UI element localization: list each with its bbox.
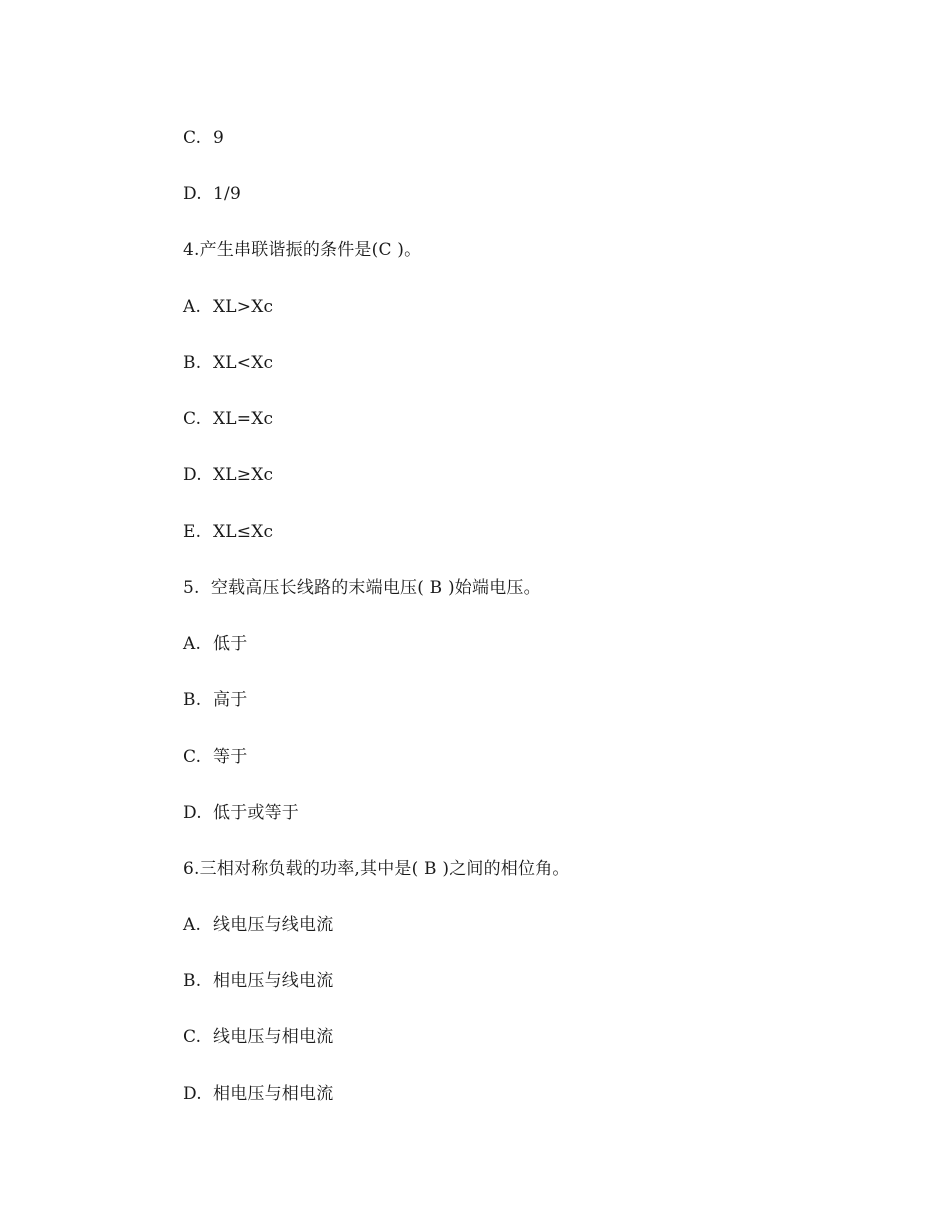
option-text: 线电压与线电流 xyxy=(213,915,334,935)
option-line xyxy=(183,688,247,712)
option-key: B. xyxy=(183,690,202,710)
option-key: D. xyxy=(183,465,202,485)
question-line xyxy=(183,238,421,262)
option-key: C. xyxy=(183,747,202,767)
option-text: 1/9 xyxy=(213,184,241,204)
option-line xyxy=(183,801,299,825)
option-text: 相电压与相电流 xyxy=(213,1084,334,1104)
option-line xyxy=(183,407,273,431)
option-line xyxy=(183,463,273,487)
option-text: XL<Xc xyxy=(213,353,274,373)
option-key: C. xyxy=(183,409,202,429)
option-text: 等于 xyxy=(213,747,248,767)
option-line xyxy=(183,745,247,769)
option-line xyxy=(183,913,333,937)
option-key: B. xyxy=(183,971,202,991)
option-line xyxy=(183,1025,333,1049)
option-key: D. xyxy=(183,803,202,823)
option-text: 线电压与相电流 xyxy=(213,1027,334,1047)
option-key: A. xyxy=(183,634,202,654)
question-line xyxy=(183,857,570,881)
option-line xyxy=(183,632,247,656)
question-text: 4.产生串联谐振的条件是(C )。 xyxy=(183,240,422,260)
question-text: 6.三相对称负载的功率,其中是( B )之间的相位角。 xyxy=(183,859,570,879)
option-line xyxy=(183,520,273,544)
option-text: 低于 xyxy=(213,634,248,654)
option-text: 低于或等于 xyxy=(213,803,299,823)
option-key: E. xyxy=(183,522,202,542)
option-key: C. xyxy=(183,1027,202,1047)
option-line xyxy=(183,969,333,993)
question-line xyxy=(183,576,541,600)
option-text: XL≤Xc xyxy=(213,522,274,542)
option-text: XL≥Xc xyxy=(213,465,274,485)
option-line xyxy=(183,1082,333,1106)
option-text: 相电压与线电流 xyxy=(213,971,334,991)
option-key: B. xyxy=(183,353,202,373)
option-key: A. xyxy=(183,915,202,935)
option-line xyxy=(183,182,241,206)
option-text: 高于 xyxy=(213,690,248,710)
option-line xyxy=(183,351,273,375)
option-key: D. xyxy=(183,184,202,204)
option-key: A. xyxy=(183,297,202,317)
option-key: D. xyxy=(183,1084,202,1104)
option-text: XL>Xc xyxy=(213,297,274,317)
question-text: 5. 空载高压长线路的末端电压( B )始端电压。 xyxy=(183,578,541,598)
option-key: C. xyxy=(183,128,202,148)
option-line xyxy=(183,126,224,150)
option-line xyxy=(183,295,273,319)
option-text: 9 xyxy=(213,128,225,148)
option-text: XL=Xc xyxy=(213,409,274,429)
